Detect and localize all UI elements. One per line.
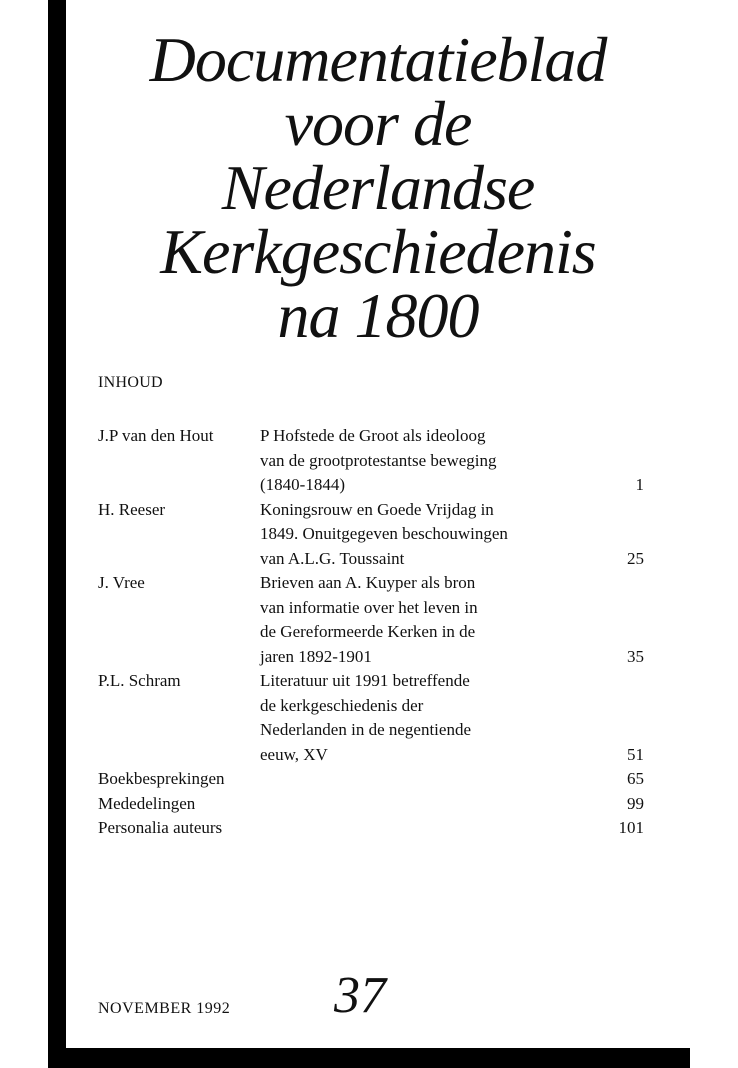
toc-section-row [98, 767, 644, 792]
toc-author: J.P van den Hout [98, 426, 214, 445]
table-of-contents [98, 424, 644, 841]
toc-section-label: Personalia auteurs [98, 818, 223, 837]
toc-page-number: 101 [618, 818, 644, 837]
toc-page-number: 35 [627, 646, 644, 666]
toc-author: H. Reeser [98, 499, 166, 519]
toc-author: P.L. Schram [98, 671, 181, 690]
article-title-line: van informatie over het leven in [260, 597, 478, 617]
bottom-border-bar [48, 1048, 690, 1068]
article-title-line: 1849. Onuitgegeven beschouwingen [260, 524, 508, 543]
issue-date: NOVEMBER 1992 [98, 1000, 231, 1017]
toc-article-title [260, 498, 644, 572]
toc-page-number: 25 [627, 548, 644, 568]
article-title-line: van A.L.G. Toussaint [260, 548, 405, 568]
toc-section-label: Boekbesprekingen [98, 769, 225, 788]
toc-page-number: 51 [627, 744, 644, 764]
title-line: Documentatieblad [149, 24, 607, 95]
toc-article-title [260, 571, 644, 669]
toc-author: J. Vree [98, 573, 145, 592]
toc-entry [98, 498, 644, 572]
toc-section-row [98, 792, 644, 817]
toc-entry [98, 669, 644, 767]
journal-title [66, 24, 690, 351]
article-title-line: eeuw, XV [260, 744, 328, 764]
article-title-line: Nederlanden in de negentiende [260, 720, 471, 739]
article-title-line: Literatuur uit 1991 betreffende [260, 671, 470, 690]
toc-article-title [260, 424, 644, 498]
article-title-line: Brieven aan A. Kuyper als bron [260, 573, 476, 592]
article-title-line: jaren 1892-1901 [260, 646, 372, 666]
toc-section-row [98, 816, 644, 841]
left-border-bar [48, 0, 66, 1068]
toc-section-label: Mededelingen [98, 793, 196, 813]
toc-article-title [260, 669, 644, 767]
contents-heading: INHOUD [98, 374, 163, 391]
title-line: Kerkgeschiedenis [160, 216, 596, 287]
toc-page-number: 65 [627, 769, 644, 788]
article-title-line: P Hofstede de Groot als ideoloog [260, 426, 486, 445]
article-title-line: van de grootprotestantse beweging [260, 450, 497, 470]
article-title-line: de Gereformeerde Kerken in de [260, 622, 476, 641]
toc-entry [98, 571, 644, 669]
title-line: na 1800 [277, 280, 479, 351]
article-title-line: (1840-1844) [260, 475, 345, 494]
title-line: voor de [284, 88, 472, 159]
article-title-line: Koningsrouw en Goede Vrijdag in [260, 499, 494, 519]
toc-page-number: 99 [627, 793, 644, 813]
toc-page-number: 1 [635, 475, 644, 494]
issue-number: 37 [334, 967, 386, 1024]
title-line: Nederlandse [221, 152, 535, 223]
article-title-line: de kerkgeschiedenis der [260, 695, 424, 715]
toc-entry [98, 424, 644, 498]
